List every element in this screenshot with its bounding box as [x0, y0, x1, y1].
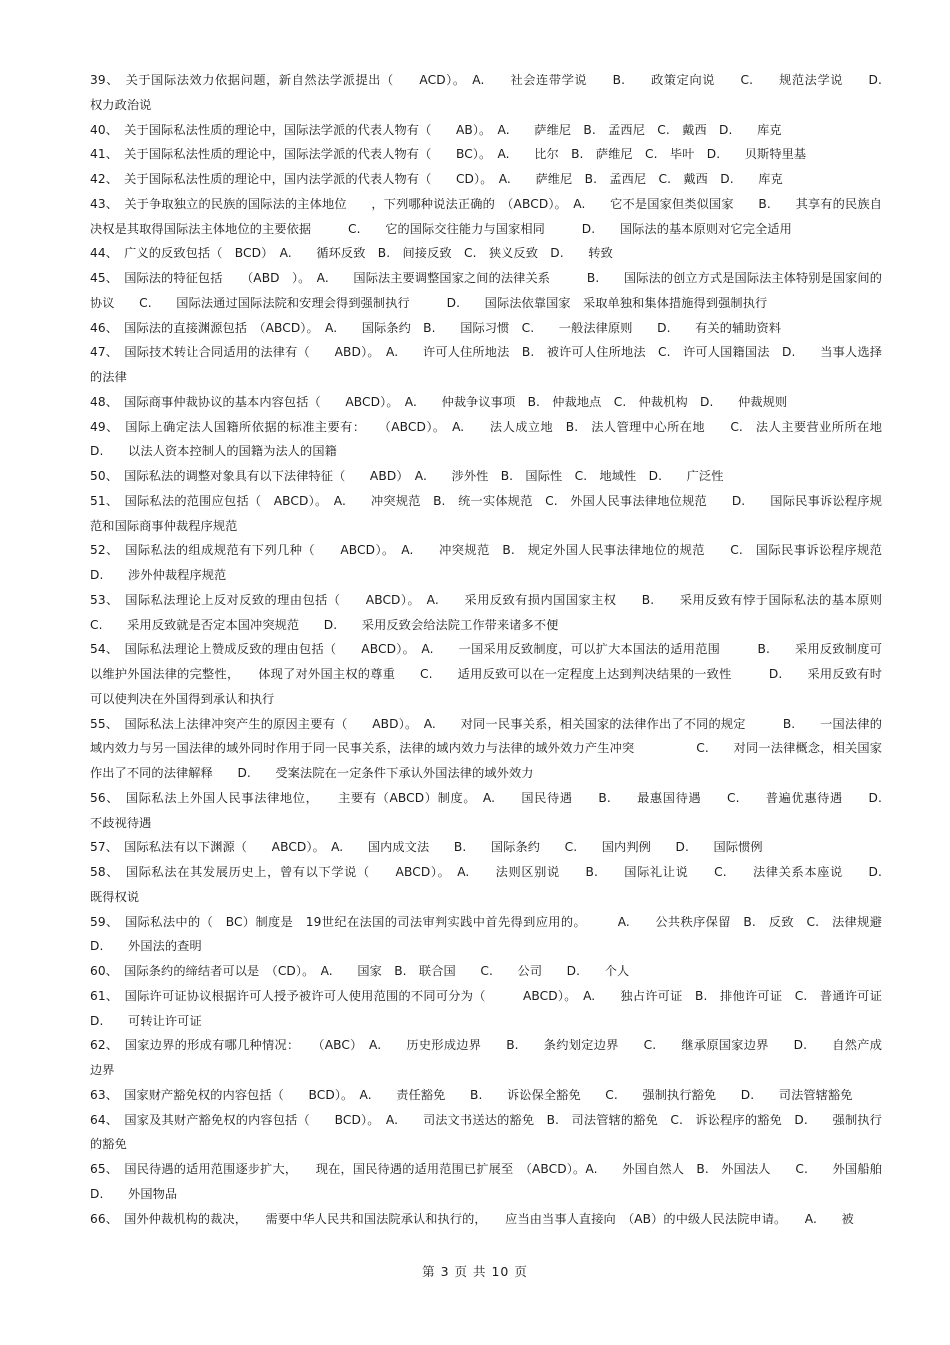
- question-40: 40、 关于国际私法性质的理论中，国际法学派的代表人物有（ AB）。 A. 萨维尼 B. 孟西尼 C. 戴西 D. 库克: [90, 122, 782, 137]
- question-52: 52、 国际私法的组成规范有下列几种（ ABCD）。 A. 冲突规范 B. 规定外国人民事法律地位的规范 C. 国际民事诉讼程序规范 D. 涉外仲裁程序规范: [90, 543, 895, 582]
- question-45: 45、 国际法的特征包括 （ABD ）。 A. 国际法主要调整国家之间的法律关系 B. 国际法的创立方式是国际法主体特别是国家间的协议 C. 国际法通过国际法院和安理会得到强制执行 D. 国际法依靠国家 采取单独和集体措施得到强制执行: [90, 271, 882, 310]
- question-39: 39、 关于国际法效力依据问题，新自然法学派提出（ ACD）。 A. 社会连带学说 B. 政策定向说 C. 规范法学说 D. 权力政治说: [90, 73, 907, 112]
- page-number-footer: 第 3 页 共 10 页: [422, 1264, 528, 1279]
- question-66: 66、 国外仲裁机构的裁决， 需要中华人民共和国法院承认和执行的， 应当由当事人直接向 （AB）的中级人民法院申请。 A. 被: [90, 1211, 854, 1226]
- question-41: 41、 关于国际私法性质的理论中，国际法学派的代表人物有（ BC）。 A. 比尔 B. 萨维尼 C. 毕叶 D. 贝斯特里基: [90, 147, 807, 162]
- question-65: 65、 国民待遇的适用范围逐步扩大， 现在，国民待遇的适用范围已扩展至 （ABCD）。A. 外国自然人 B. 外国法人 C. 外国船舶 D. 外国物品: [90, 1162, 895, 1201]
- question-53: 53、 国际私法理论上反对反致的理由包括（ ABCD）。 A. 采用反致有损内国国家主权 B. 采用反致有悖于国际私法的基本原则 C. 采用反致就是否定本国冲突规范 D. 采用反致会给法院工作带来诸多不便: [90, 592, 895, 632]
- question-57: 57、 国际私法有以下渊源（ ABCD）。 A. 国内成文法 B. 国际条约 C. 国内判例 D. 国际惯例: [90, 840, 763, 855]
- question-49: 49、 国际上确定法人国籍所依据的标准主要有： （ABCD）。 A. 法人成立地 B. 法人管理中心所在地 C. 法人主要营业所所在地 D. 以法人资本控制人的国籍为法人的国籍: [90, 419, 895, 459]
- question-55: 55、 国际私法上法律冲突产生的原因主要有（ ABD）。 A. 对同一民事关系，相关国家的法律作出了不同的规定 B. 一国法律的域内效力与另一国法律的域外同时作用于同一民事关系，法律的域内效力与法律的域外效力产生冲突 C. 对同一法律概念，相关国家作出了不同的法律解释 D. 受案法院在一定条件下承认外国法律的域外效力: [90, 716, 882, 780]
- question-list: [90, 68, 907, 1231]
- question-48: 48、 国际商事仲裁协议的基本内容包括（ ABCD）。 A. 仲裁争议事项 B. 仲裁地点 C. 仲裁机构 D. 仲裁规则: [90, 394, 788, 409]
- question-47: 47、 国际技术转让合同适用的法律有（ ABD）。 A. 许可人住所地法 B. 被许可人住所地法 C. 许可人国籍国法 D. 当事人选择的法律: [90, 345, 882, 384]
- question-59: 59、 国际私法中的（ BC）制度是 19世纪在法国的司法审判实践中首先得到应用的。 A. 公共秩序保留 B. 反致 C. 法律规避 D. 外国法的查明: [90, 914, 895, 954]
- question-64: 64、 国家及其财产豁免权的内容包括（ BCD）。 A. 司法文书送达的豁免 B. 司法管辖的豁免 C. 诉讼程序的豁免 D. 强制执行的豁免: [90, 1112, 882, 1152]
- question-51: 51、 国际私法的范围应包括（ ABCD）。 A. 冲突规范 B. 统一实体规范 C. 外国人民事法律地位规范 D. 国际民事诉讼程序规范和国际商事仲裁程序规范: [90, 493, 882, 533]
- question-62: 62、 国家边界的形成有哪几种情况： （ABC） A. 历史形成边界 B. 条约划定边界 C. 继承原国家边界 D. 自然产成边界: [90, 1038, 882, 1077]
- question-56: 56、 国际私法上外国人民事法律地位， 主要有（ABCD）制度。 A. 国民待遇 B. 最惠国待遇 C. 普遍优惠待遇 D. 不歧视待遇: [90, 790, 907, 830]
- question-63: 63、 国家财产豁免权的内容包括（ BCD）。 A. 责任豁免 B. 诉讼保全豁免 C. 强制执行豁免 D. 司法管辖豁免: [90, 1087, 853, 1102]
- question-46: 46、 国际法的直接渊源包括 （ABCD）。 A. 国际条约 B. 国际习惯 C. 一般法律原则 D. 有关的辅助资料: [90, 320, 782, 335]
- question-54: 54、 国际私法理论上赞成反致的理由包括（ ABCD）。 A. 一国采用反致制度，可以扩大本国法的适用范围 B. 采用反致制度可以维护外国法律的完整性， 体现了对外国主权的尊重 C. 适用反致可以在一定程度上达到判决结果的一致性 D. 采用反致有时可以使判决在外国得到承认和执行: [90, 642, 882, 706]
- question-44: 44、 广义的反致包括（ BCD） A. 循环反致 B. 间接反致 C. 狭义反致 D. 转致: [90, 246, 613, 261]
- question-42: 42、 关于国际私法性质的理论中，国内法学派的代表人物有（ CD）。 A. 萨维尼 B. 孟西尼 C. 戴西 D. 库克: [90, 172, 783, 186]
- question-58: 58、 国际私法在其发展历史上，曾有以下学说（ ABCD）。 A. 法则区别说 B. 国际礼让说 C. 法律关系本座说 D. 既得权说: [90, 865, 907, 904]
- question-60: 60、 国际条约的缔结者可以是 （CD）。 A. 国家 B. 联合国 C. 公司 D. 个人: [90, 964, 630, 978]
- question-61: 61、 国际许可证协议根据许可人授予被许可人使用范围的不同可分为（ ABCD）。 A. 独占许可证 B. 排他许可证 C. 普通许可证 D. 可转让许可证: [90, 988, 895, 1028]
- question-50: 50、 国际私法的调整对象具有以下法律特征（ ABD） A. 涉外性 B. 国际性 C. 地域性 D. 广泛性: [90, 469, 724, 483]
- question-43: 43、 关于争取独立的民族的国际法的主体地位 ，下列哪种说法正确的 （ABCD）。 A. 它不是国家但类似国家 B. 其享有的民族自决权是其取得国际法主体地位的主要依据 C. 它的国际交往能力与国家相同 D. 国际法的基本原则对它完全适用: [90, 196, 882, 236]
